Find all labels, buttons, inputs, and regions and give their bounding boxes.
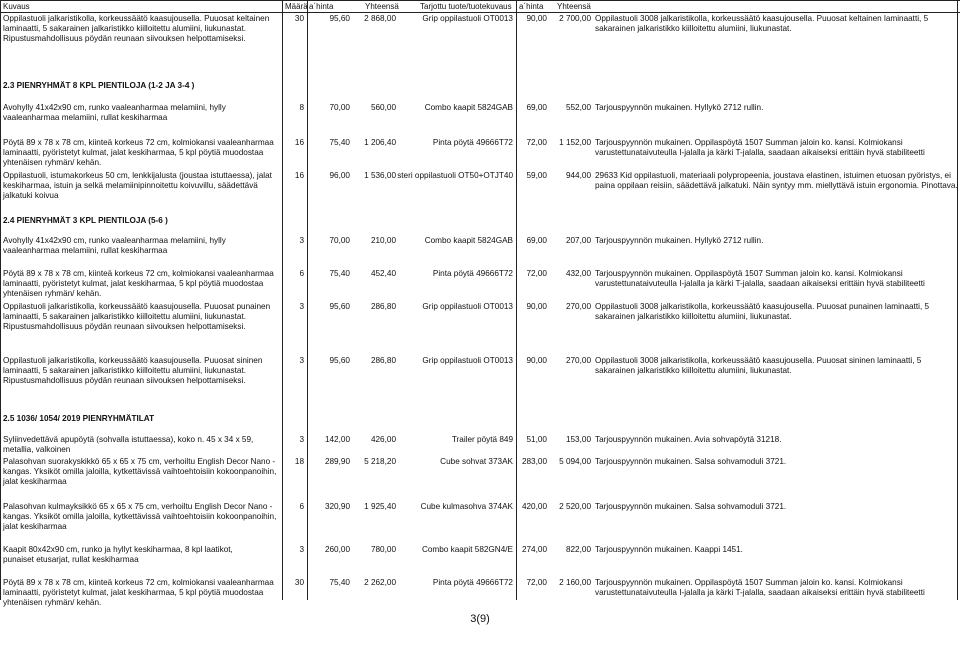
row-total: 2 868,00: [364, 14, 396, 23]
row-unit-price: 95,60: [329, 302, 350, 311]
row-total: 286,80: [370, 302, 396, 311]
row-offered-product: Cube kulmasohva 374AK: [420, 502, 513, 511]
row-offer-price: 72,00: [526, 269, 547, 278]
row-total: 286,80: [370, 356, 396, 365]
row-offer-total: 270,00: [565, 302, 591, 311]
page-number: 3(9): [470, 613, 490, 625]
row-offered-product: Pinta pöytä 49666T72: [432, 269, 513, 278]
row-offer-price: 51,00: [526, 435, 547, 444]
row-offer-total: 432,00: [565, 269, 591, 278]
row-offered-product: Grip oppilastuoli OT0013: [422, 302, 513, 311]
col-divider-kuvaus: [0, 0, 1, 600]
row-total: 452,40: [370, 269, 396, 278]
row-offered-product: Cube sohvat 373AK: [440, 457, 513, 466]
row-description: Palasohvan kulmayksikkö 65 x 65 x 75 cm, verhoiltu English Decor Nano - kangas. Yksiköt omilla jaloilla, kytkettävissä vaihtoehtoisiin kokoonpanoihin, jalat keskiharmaa: [3, 502, 277, 531]
row-offer-note: 29633 Kid oppilastuoli, materiaali polypropeenia, joustava elastinen, istuimen etuosan pyöristys, ei paina oppilaan reisiin, säädettävä jalkatuki. Näin syntyy mm. miellyttävä istuin ergonomia. Pinottava.: [595, 171, 958, 190]
row-total: 2 262,00: [364, 578, 396, 587]
row-quantity: 18: [294, 457, 304, 466]
row-offer-price: 283,00: [521, 457, 547, 466]
row-description: Oppilastuoli jalkaristikolla, korkeussäätö kaasujousella. Puuosat punainen laminaatti, 5 sakarainen jalkaristikko kiilloitettu alumiini, liukunastat. Ripustusmahdollisuus pöydän reunaan siivouksen helpottamiseksi.: [3, 302, 271, 331]
row-offer-note: Tarjouspyynnön mukainen. Hyllykö 2712 rullin.: [595, 236, 764, 245]
row-total: 780,00: [370, 545, 396, 554]
row-total: 1 536,00: [364, 171, 396, 180]
row-offer-price: 69,00: [526, 103, 547, 112]
section-title-2-4: 2.4 PIENRYHMÄT 3 KPL PIENTILOJA (5-6 ): [3, 216, 168, 225]
section-title-2-5: 2.5 1036/ 1054/ 2019 PIENRYHMÄTILAT: [3, 414, 155, 423]
row-offer-price: 69,00: [526, 236, 547, 245]
row-offer-note: Oppilastuoli 3008 jalkaristikolla, korkeussäätö kaasujousella. Puuosat keltainen laminaatti, 5 sakarainen jalkaristikko kiilloitettu alumiini, liukunastat.: [595, 14, 929, 33]
row-unit-price: 75,40: [329, 269, 350, 278]
row-description: Kaapit 80x42x90 cm, runko ja hyllyt keskiharmaa, 8 kpl laatikot, punaiset etusarjat, rullat keskiharmaa: [3, 545, 233, 564]
row-description: Oppilastuoli, istumakorkeus 50 cm, lenkkijalusta (joustaa istuttaessa), jalat keskiharmaa, istuin ja selkä melamiinipinnoitettu koivuvillu, säädettävä jalkatuki koivua: [3, 171, 272, 200]
row-description: Pöytä 89 x 78 x 78 cm, kiinteä korkeus 72 cm, kolmiokansi vaaleanharmaa laminaatti, pyöristetyt kulmat, jalat keskiharmaa, 5 kpl pöytiä muodostaa yhtenäisen ryhmän/ kehän.: [3, 578, 274, 607]
row-offer-total: 1 152,00: [559, 138, 591, 147]
row-quantity: 3: [299, 545, 304, 554]
row-description: Syliinvedettävä apupöytä (sohvalla istuttaessa), koko n. 45 x 34 x 59, metallia, valkoinen: [3, 435, 254, 454]
row-quantity: 16: [294, 171, 304, 180]
row-offer-price: 420,00: [521, 502, 547, 511]
row-offer-total: 944,00: [565, 171, 591, 180]
row-offer-price: 59,00: [526, 171, 547, 180]
row-quantity: 3: [299, 236, 304, 245]
row-offer-total: 5 094,00: [559, 457, 591, 466]
row-offer-total: 2 700,00: [559, 14, 591, 23]
row-quantity: 6: [299, 502, 304, 511]
row-offered-product: Combo kaapit 5824GAB: [424, 103, 513, 112]
row-quantity: 30: [294, 14, 304, 23]
row-offer-note: Tarjouspyynnön mukainen. Oppilaspöytä 1507 Summan jaloin ko. kansi. Kolmiokansi varustettunataivuteulla I-jalalla ja kärki T-jalalla, saadaan aikaiseksi erittäin hyvä stabiliteetti: [595, 269, 925, 288]
row-total: 1 925,40: [364, 502, 396, 511]
row-offer-total: 207,00: [565, 236, 591, 245]
row-total: 5 218,20: [364, 457, 396, 466]
row-offer-total: 822,00: [565, 545, 591, 554]
row-offer-total: 270,00: [565, 356, 591, 365]
row-unit-price: 142,00: [324, 435, 350, 444]
row-offer-price: 72,00: [526, 138, 547, 147]
row-offer-price: 90,00: [526, 356, 547, 365]
row-unit-price: 320,90: [324, 502, 350, 511]
row-quantity: 30: [294, 578, 304, 587]
row-unit-price: 95,60: [329, 14, 350, 23]
col-divider-right: [957, 0, 958, 600]
row-offer-total: 2 520,00: [559, 502, 591, 511]
row-description: Palasohvan suorakyskikkö 65 x 65 x 75 cm, verhoiltu English Decor Nano - kangas. Yksiköt omilla jaloilla, kytkettävissä vaihtoehtoisiin kokoonpanoihin, jalat keskiharmaa: [3, 457, 277, 486]
row-offered-product: Trailer pöytä 849: [451, 435, 513, 444]
row-total: 1 206,40: [364, 138, 396, 147]
row-offer-note: Tarjouspyynnön mukainen. Kaappi 1451.: [595, 545, 743, 554]
row-offered-product: Pinta pöytä 49666T72: [432, 138, 513, 147]
row-offer-total: 2 160,00: [559, 578, 591, 587]
header-maara: Määrä: [285, 2, 308, 11]
row-description: Oppilastuoli jalkaristikolla, korkeussäätö kaasujousella. Puuosat sininen laminaatti, 5 sakarainen jalkaristikko kiilloitettu alumiini, liukunastat. Ripustusmahdollisuus pöydän reunaan siivouksen helpottamiseksi.: [3, 356, 263, 385]
row-offer-price: 274,00: [521, 545, 547, 554]
row-offer-note: Tarjouspyynnön mukainen. Salsa sohvamoduli 3721.: [595, 502, 787, 511]
row-unit-price: 95,60: [329, 356, 350, 365]
row-quantity: 3: [299, 302, 304, 311]
section-title-2-3: 2.3 PIENRYHMÄT 8 KPL PIENTILOJA (1-2 JA 3-4 ): [3, 81, 195, 90]
header-yhteensa: Yhteensä: [365, 2, 399, 11]
header-top-border: [0, 0, 960, 1]
row-offered-product: Combo kaapit 5824GAB: [424, 236, 513, 245]
row-offer-price: 72,00: [526, 578, 547, 587]
row-offer-total: 552,00: [565, 103, 591, 112]
row-description: Avohylly 41x42x90 cm, runko vaaleanharmaa melamiini, hylly vaaleanharmaa melamiini, rullat keskiharmaa: [3, 103, 226, 122]
row-description: Oppilastuoli jalkaristikolla, korkeussäätö kaasujousella. Puuosat keltainen laminaatti, 5 sakarainen jalkaristikko kiilloitettu alumiini, liukunastat. Ripustusmahdollisuus pöydän reunaan siivouksen helpottamiseksi.: [3, 14, 270, 43]
row-total: 210,00: [370, 236, 396, 245]
row-offer-note: Tarjouspyynnön mukainen. Oppilaspöytä 1507 Summan jaloin ko. kansi. Kolmiokansi varustettunataivuteulla I-jalalla ja kärki T-jalalla, saadaan aikaiseksi erittäin hyvä stabiliteetti: [595, 578, 925, 597]
row-description: Pöytä 89 x 78 x 78 cm, kiinteä korkeus 72 cm, kolmiokansi vaaleanharmaa laminaatti, pyöristetyt kulmat, jalat keskiharmaa, 5 kpl pöytiä muodostaa yhtenäisen ryhmän/ kehän.: [3, 269, 274, 298]
header-bottom-border: [0, 12, 960, 13]
row-total: 426,00: [370, 435, 396, 444]
row-unit-price: 260,00: [324, 545, 350, 554]
header-kuvaus: Kuvaus: [3, 2, 30, 11]
row-offered-product: steri oppilastuoli OT50+OTJT40: [397, 171, 513, 180]
row-offer-note: Tarjouspyynnön mukainen. Oppilaspöytä 1507 Summan jaloin ko. kansi. Kolmiokansi varustettunataivuteulla I-jalalla ja kärki T-jalalla, saadaan aikaiseksi erittäin hyvä stabiliteetti: [595, 138, 925, 157]
row-quantity: 3: [299, 435, 304, 444]
row-unit-price: 75,40: [329, 578, 350, 587]
row-offered-product: Grip oppilastuoli OT0013: [422, 356, 513, 365]
row-unit-price: 289,90: [324, 457, 350, 466]
col-divider-ahinta: [307, 0, 308, 600]
row-quantity: 3: [299, 356, 304, 365]
row-offer-price: 90,00: [526, 302, 547, 311]
row-quantity: 16: [294, 138, 304, 147]
row-quantity: 8: [299, 103, 304, 112]
row-offer-note: Tarjouspyynnön mukainen. Salsa sohvamoduli 3721.: [595, 457, 787, 466]
row-unit-price: 70,00: [329, 236, 350, 245]
row-offer-price: 90,00: [526, 14, 547, 23]
row-offered-product: Combo kaapit 582GN4/E: [421, 545, 513, 554]
row-offered-product: Pinta pöytä 49666T72: [432, 578, 513, 587]
row-unit-price: 75,40: [329, 138, 350, 147]
row-unit-price: 96,00: [329, 171, 350, 180]
header-yhteensa-offer: Yhteensä: [557, 2, 591, 11]
header-a-hinta-offer: a´hinta: [519, 2, 544, 11]
row-description: Avohylly 41x42x90 cm, runko vaaleanharmaa melamiini, hylly vaaleanharmaa melamiini, rullat keskiharmaa: [3, 236, 226, 255]
row-offer-note: Tarjouspyynnön mukainen. Avia sohvapöytä 31218.: [595, 435, 782, 444]
row-total: 560,00: [370, 103, 396, 112]
row-offered-product: Grip oppilastuoli OT0013: [422, 14, 513, 23]
row-quantity: 6: [299, 269, 304, 278]
header-tarjottu: Tarjottu tuote/tuotekuvaus: [420, 2, 512, 11]
row-description: Pöytä 89 x 78 x 78 cm, kiinteä korkeus 72 cm, kolmiokansi vaaleanharmaa laminaatti, pyöristetyt kulmat, jalat keskiharmaa, 5 kpl pöytiä muodostaa yhtenäisen ryhmän/ kehän.: [3, 138, 274, 167]
row-offer-note: Tarjouspyynnön mukainen. Hyllykö 2712 rullin.: [595, 103, 764, 112]
header-a-hinta: a´hinta: [309, 2, 334, 11]
row-offer-note: Oppilastuoli 3008 jalkaristikolla, korkeussäätö kaasujousella. Puuosat punainen laminaatti, 5 sakarainen jalkaristikko kiilloitettu alumiini, liukunastat.: [595, 302, 930, 321]
row-offer-total: 153,00: [565, 435, 591, 444]
row-offer-note: Oppilastuoli 3008 jalkaristikolla, korkeussäätö kaasujousella. Puuosat sininen laminaatti, 5 sakarainen jalkaristikko kiilloitettu alumiini, liukunastat.: [595, 356, 922, 375]
row-unit-price: 70,00: [329, 103, 350, 112]
